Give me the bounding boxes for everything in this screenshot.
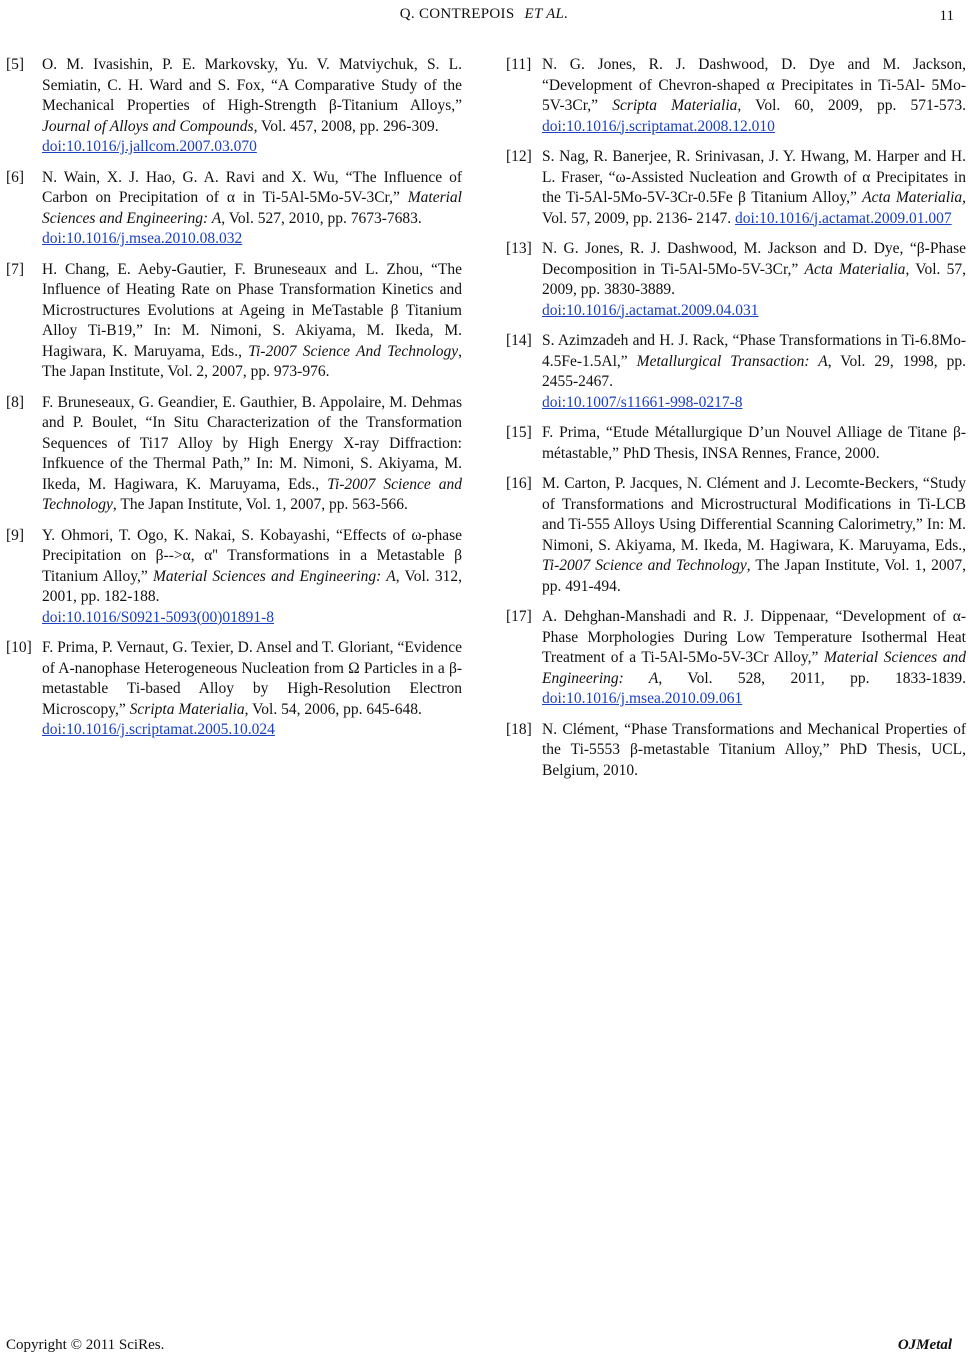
running-head-etal: ET AL. — [524, 6, 569, 22]
reference-item — [6, 55, 462, 158]
reference-item — [506, 474, 966, 597]
reference-item — [6, 393, 462, 516]
doi-link[interactable]: doi:10.1016/j.scriptamat.2008.12.010 — [542, 117, 775, 135]
reference-text: N. G. Jones, R. J. Dashwood, D. Dye and M. Jackson, “Development of Chevron-shaped α Precipitates in Ti-5Al- 5Mo-5V-3Cr,” Scripta Materialia, Vol. 60, 2009, pp. 571-573. doi:10.1016/j.scriptamat.2008.12.010 — [542, 56, 966, 135]
reference-number: [18] — [506, 720, 532, 738]
reference-item — [6, 638, 462, 741]
reference-text: S. Azimzadeh and H. J. Rack, “Phase Transformations in Ti-6.8Mo-4.5Fe-1.5Al,” Metallurgical Transaction: A, Vol. 29, 1998, pp. 2455-2467. doi:10.1007/s11661-998-0217-8 — [542, 331, 966, 413]
reference-text: N. G. Jones, R. J. Dashwood, M. Jackson and D. Dye, “β-Phase Decomposition in Ti-5Al-5Mo-5V-3Cr,” Acta Materialia, Vol. 57, 2009, pp. 3830-3889. doi:10.1016/j.actamat.2009.04.031 — [542, 239, 966, 321]
journal-name: OJMetal — [897, 1337, 952, 1353]
reference-item — [6, 260, 462, 383]
doi-link[interactable]: doi:10.1016/S0921-5093(00)01891-8 — [42, 608, 275, 626]
running-head — [0, 6, 968, 23]
reference-item — [506, 423, 966, 464]
copyright-notice: Copyright © 2011 SciRes. — [6, 1337, 165, 1353]
reference-item — [506, 239, 966, 321]
reference-item — [6, 526, 462, 629]
reference-number: [9] — [6, 526, 25, 544]
running-head-authors: Q. CONTREPOIS — [399, 6, 515, 22]
reference-text: N. Wain, X. J. Hao, G. A. Ravi and X. Wu, “The Influence of Carbon on Precipitation of α in Ti-5Al-5Mo-5V-3Cr,” Material Sciences and Engineering: A, Vol. 527, 2010, pp. 7673-7683. doi:10.1016/j.msea.2010.08.032 — [42, 168, 462, 250]
reference-number: [17] — [506, 608, 532, 625]
reference-number: [5] — [6, 56, 25, 73]
reference-text: N. Clément, “Phase Transformations and Mechanical Properties of the Ti-5553 β-metastable Titanium Alloy,” PhD Thesis, UCL, Belgium, 2010. — [542, 720, 966, 779]
reference-number: [10] — [6, 639, 32, 656]
page-number: 11 — [939, 8, 954, 24]
doi-link[interactable]: doi:10.1007/s11661-998-0217-8 — [542, 393, 743, 411]
reference-item — [506, 607, 966, 710]
doi-link[interactable]: doi:10.1016/j.scriptamat.2005.10.024 — [42, 721, 275, 738]
reference-number: [14] — [506, 332, 532, 349]
reference-number: [13] — [506, 240, 532, 257]
page-header — [0, 6, 968, 28]
reference-item — [6, 168, 462, 250]
doi-link[interactable]: doi:10.1016/j.jallcom.2007.03.070 — [42, 138, 257, 155]
reference-text: S. Nag, R. Banerjee, R. Srinivasan, J. Y. Hwang, M. Harper and H. L. Fraser, “ω-Assisted Nucleation and Growth of α Precipitates in the Ti-5Al-5Mo-5V-3Cr-0.5Fe β Titanium Alloy,” Acta Materialia, Vol. 57, 2009, pp. 2136- 2147. doi:10.1016/j.actamat.2009.01.007 — [542, 148, 966, 227]
reference-text: F. Prima, “Etude Métallurgique D’un Nouvel Alliage de Titane β-métastable,” PhD Thesis, INSA Rennes, France, 2000. — [542, 424, 966, 462]
reference-text: O. M. Ivasishin, P. E. Markovsky, Yu. V. Matviychuk, S. L. Semiatin, C. H. Ward and S. Fox, “A Comparative Study of the Mechanical Properties of High-Strength β-Titanium Alloys,” Journal of Alloys and Compounds, Vol. 457, 2008, pp. 296-309. doi:10.1016/j.jallcom.2007.03.070 — [42, 55, 462, 158]
reference-item — [506, 720, 966, 782]
reference-item — [506, 55, 966, 137]
reference-number: [15] — [506, 424, 532, 441]
reference-number: [6] — [6, 168, 25, 186]
doi-link[interactable]: doi:10.1016/j.msea.2010.09.061 — [542, 690, 743, 707]
reference-item — [506, 147, 966, 229]
reference-text: M. Carton, P. Jacques, N. Clément and J. Lecomte-Beckers, “Study of Transformations and Microstructural Modifications in Ti-LCB and Ti-555 Alloys Using Differential Scanning Calorimetry,” In: M. Nimoni, S. Akiyama, M. Ikeda, M. Hagiwara, K. Maruyama, Eds., Ti-2007 Science and Technology, The Japan Institute, Vol. 1, 2007, pp. 491-494. — [542, 475, 966, 595]
page-footer — [0, 1337, 968, 1359]
reference-number: [12] — [506, 148, 532, 165]
reference-number: [11] — [506, 56, 532, 73]
reference-item — [506, 331, 966, 413]
references-left-column — [6, 55, 462, 751]
reference-text: F. Bruneseaux, G. Geandier, E. Gauthier, B. Appolaire, M. Dehmas and P. Boulet, “In Situ Characterization of the Transformation Sequences of Ti17 Alloy by High Energy X-ray Diffraction: Infkuence of the Thermal Path,” In: M. Nimoni, S. Akiyama, M. Ikeda, M. Hagiwara, K. Maruyama, Eds., Ti-2007 Science and Technology, The Japan Institute, Vol. 1, 2007, pp. 563-566. — [42, 393, 463, 513]
reference-text: A. Dehghan-Manshadi and R. J. Dippenaar, “Development of α-Phase Morphologies During Low Temperature Isothermal Heat Treatment of a Ti-5Al-5Mo-5V-3Cr Alloy,” Material Sciences and Engineering: A, Vol. 528, 2011, pp. 1833-1839. doi:10.1016/j.msea.2010.09.061 — [542, 608, 966, 707]
reference-text: H. Chang, E. Aeby-Gautier, F. Bruneseaux and L. Zhou, “The Influence of Heating Rate on Phase Transformation Kinetics and Microstructures Evolutions at Ageing in MeTastable β Titanium Alloy Ti-B19,” In: M. Nimoni, S. Akiyama, M. Ikeda, M. Hagiwara, K. Maruyama, Eds., Ti-2007 Science And Technology, The Japan Institute, Vol. 2, 2007, pp. 973-976. — [42, 260, 463, 380]
doi-link[interactable]: doi:10.1016/j.msea.2010.08.032 — [42, 230, 243, 247]
reference-text: F. Prima, P. Vernaut, G. Texier, D. Ansel and T. Gloriant, “Evidence of A-nanophase Heterogeneous Nucleation from Ω Particles in a β-metastable Ti-based Alloy by High-Resolution Electron Microscopy,” Scripta Materialia, Vol. 54, 2006, pp. 645-648. doi:10.1016/j.scriptamat.2005.10.024 — [42, 638, 462, 741]
references-right-column — [506, 55, 966, 791]
doi-link[interactable]: doi:10.1016/j.actamat.2009.04.031 — [542, 301, 759, 319]
reference-number: [16] — [506, 475, 532, 492]
reference-number: [8] — [6, 393, 25, 411]
reference-number: [7] — [6, 260, 25, 278]
reference-text: Y. Ohmori, T. Ogo, K. Nakai, S. Kobayashi, “Effects of ω-phase Precipitation on β-->α, α'' Transformations in a Metastable β Titanium Alloy,” Material Sciences and Engineering: A, Vol. 312, 2001, pp. 182-188. doi:10.1016/S0921-5093(00)01891-8 — [42, 526, 462, 629]
doi-link[interactable]: doi:10.1016/j.actamat.2009.01.007 — [735, 209, 952, 227]
